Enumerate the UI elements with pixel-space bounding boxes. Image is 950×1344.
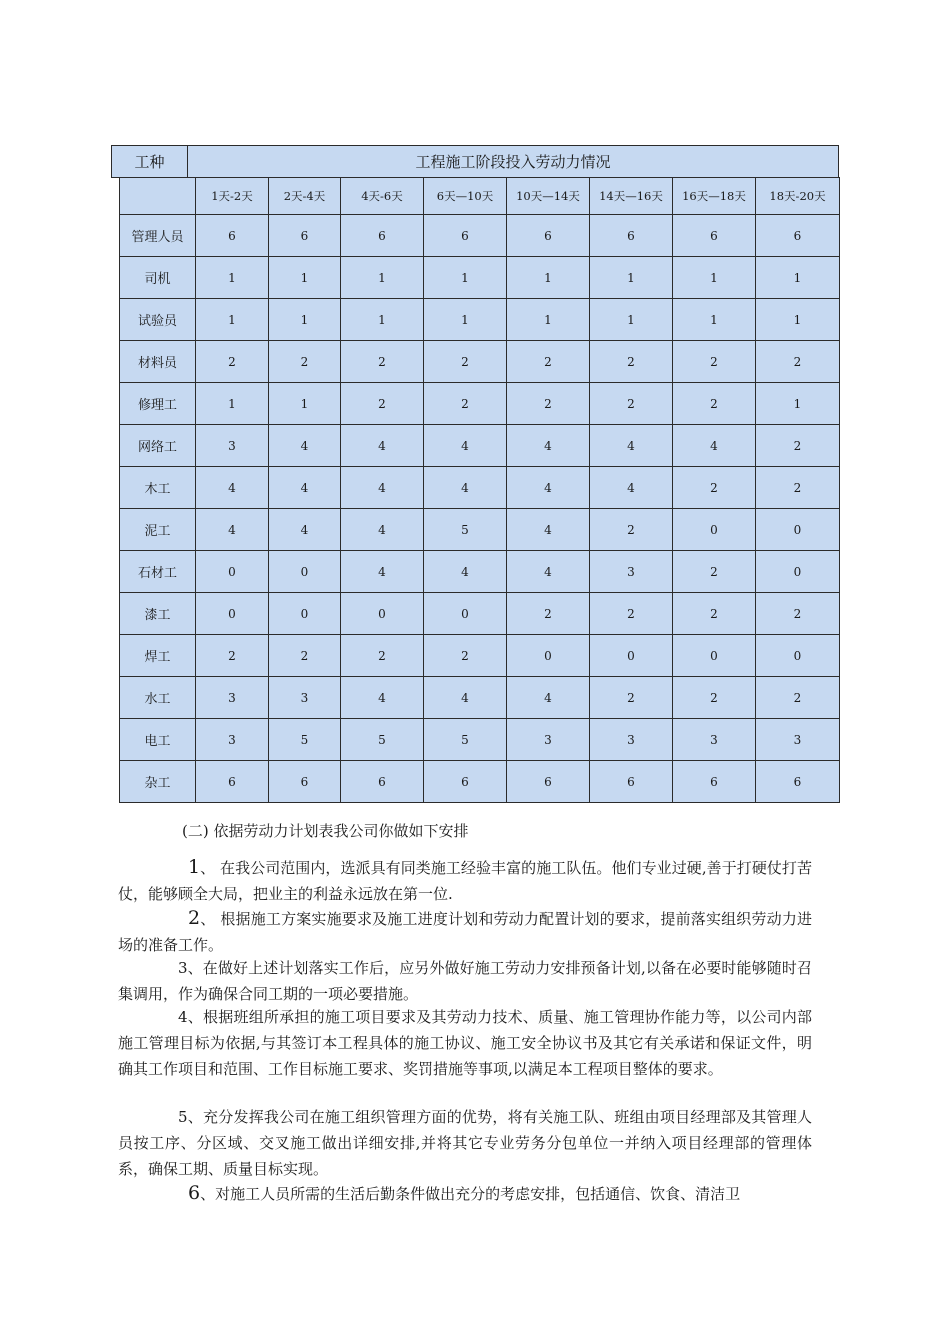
- count-cell: 2: [341, 341, 424, 383]
- count-cell: 2: [424, 635, 507, 677]
- worker-type-cell: 杂工: [120, 761, 196, 803]
- paragraph-text: 、 根据施工方案实施要求及施工进度计划和劳动力配置计划的要求，提前落实组织劳动力进场的准备工作。: [118, 910, 812, 954]
- count-cell: 4: [269, 509, 341, 551]
- count-cell: 6: [424, 761, 507, 803]
- paragraph-number: 2: [188, 907, 201, 929]
- count-cell: 0: [424, 593, 507, 635]
- count-cell: 0: [269, 551, 341, 593]
- count-cell: 5: [269, 719, 341, 761]
- count-cell: 2: [590, 383, 673, 425]
- count-cell: 6: [590, 215, 673, 257]
- count-cell: 2: [590, 509, 673, 551]
- count-cell: 5: [341, 719, 424, 761]
- count-cell: 6: [341, 761, 424, 803]
- count-cell: 4: [424, 551, 507, 593]
- worker-type-cell: 修理工: [120, 383, 196, 425]
- count-cell: 0: [756, 551, 840, 593]
- count-cell: 6: [756, 215, 840, 257]
- count-cell: 4: [507, 551, 590, 593]
- table-row: [120, 551, 840, 593]
- worker-type-cell: 电工: [120, 719, 196, 761]
- count-cell: 2: [507, 593, 590, 635]
- count-cell: 4: [590, 425, 673, 467]
- table-row: [120, 425, 840, 467]
- count-cell: 0: [590, 635, 673, 677]
- count-cell: 3: [673, 719, 756, 761]
- header-main-cell: [187, 145, 839, 178]
- count-cell: 1: [341, 257, 424, 299]
- worker-type-cell: 漆工: [120, 593, 196, 635]
- worker-type-cell: 泥工: [120, 509, 196, 551]
- count-cell: 0: [507, 635, 590, 677]
- paragraph-text: 、充分发挥我公司在施工组织管理方面的优势，将有关施工队、班组由项目经理部及其管理人员按工序、分区域、交叉施工做出详细安排,并将其它专业劳务分包单位一并纳入项目经理部的管理体系，确保工期、质量目标实现。: [118, 1108, 812, 1178]
- table-row: [120, 593, 840, 635]
- count-cell: 6: [590, 761, 673, 803]
- count-cell: 3: [590, 719, 673, 761]
- period-header-cell: 6天—10天: [424, 178, 507, 215]
- count-cell: 4: [424, 467, 507, 509]
- count-cell: 2: [673, 677, 756, 719]
- paragraph-4: [118, 1004, 812, 1082]
- count-cell: 4: [196, 509, 269, 551]
- count-cell: 5: [424, 509, 507, 551]
- count-cell: 4: [424, 677, 507, 719]
- paragraph-text: 、对施工人员所需的生活后勤条件做出充分的考虑安排，包括通信、饮食、清洁卫: [200, 1185, 741, 1203]
- count-cell: 4: [341, 677, 424, 719]
- count-cell: 3: [196, 677, 269, 719]
- worker-type-cell: 网络工: [120, 425, 196, 467]
- count-cell: 0: [341, 593, 424, 635]
- count-cell: 3: [269, 677, 341, 719]
- period-header-cell: 4天-6天: [341, 178, 424, 215]
- count-cell: 0: [673, 635, 756, 677]
- count-cell: 5: [424, 719, 507, 761]
- count-cell: 2: [424, 383, 507, 425]
- paragraph-text: 、 在我公司范围内，选派具有同类施工经验丰富的施工队伍。他们专业过硬,善于打硬仗打苦仗，能够顾全大局，把业主的利益永远放在第一位.: [118, 859, 812, 903]
- count-cell: 4: [196, 467, 269, 509]
- worker-type-cell: 木工: [120, 467, 196, 509]
- table-row: [120, 509, 840, 551]
- count-cell: 0: [269, 593, 341, 635]
- count-cell: 2: [673, 341, 756, 383]
- table-row: [120, 467, 840, 509]
- count-cell: 0: [673, 509, 756, 551]
- labor-table: [119, 177, 840, 803]
- count-cell: 2: [590, 593, 673, 635]
- count-cell: 1: [756, 383, 840, 425]
- table-row: [120, 341, 840, 383]
- table-row: [120, 215, 840, 257]
- count-cell: 6: [507, 761, 590, 803]
- count-cell: 1: [424, 299, 507, 341]
- count-cell: 4: [341, 425, 424, 467]
- count-cell: 6: [507, 215, 590, 257]
- count-cell: 4: [269, 467, 341, 509]
- count-cell: 2: [269, 635, 341, 677]
- count-cell: 1: [424, 257, 507, 299]
- count-cell: 2: [673, 467, 756, 509]
- count-cell: 1: [269, 383, 341, 425]
- count-cell: 0: [756, 509, 840, 551]
- period-header-cell: 16天—18天: [673, 178, 756, 215]
- count-cell: 4: [507, 509, 590, 551]
- count-cell: 6: [673, 215, 756, 257]
- count-cell: 1: [590, 257, 673, 299]
- count-cell: 1: [196, 299, 269, 341]
- count-cell: 6: [756, 761, 840, 803]
- count-cell: 2: [756, 425, 840, 467]
- section-heading: (二) 依据劳动力计划表我公司你做如下安排: [182, 822, 469, 840]
- header-main-label: 工程施工阶段投入劳动力情况: [415, 153, 611, 171]
- count-cell: 2: [673, 383, 756, 425]
- count-cell: 4: [507, 425, 590, 467]
- table-row: [120, 299, 840, 341]
- count-cell: 4: [507, 677, 590, 719]
- worker-type-cell: 焊工: [120, 635, 196, 677]
- count-cell: 2: [196, 341, 269, 383]
- worker-type-cell: 管理人员: [120, 215, 196, 257]
- count-cell: 2: [424, 341, 507, 383]
- worker-type-cell: 石材工: [120, 551, 196, 593]
- period-header-row: [120, 178, 840, 215]
- count-cell: 4: [269, 425, 341, 467]
- paragraph-3: [118, 955, 812, 1007]
- blank-corner-cell: [120, 178, 196, 215]
- period-header-cell: 10天—14天: [507, 178, 590, 215]
- count-cell: 1: [673, 257, 756, 299]
- count-cell: 2: [269, 341, 341, 383]
- count-cell: 1: [673, 299, 756, 341]
- period-header-cell: 14天—16天: [590, 178, 673, 215]
- paragraph-6: [118, 1180, 812, 1207]
- count-cell: 1: [507, 257, 590, 299]
- count-cell: 2: [590, 677, 673, 719]
- period-header-cell: 18天-20天: [756, 178, 840, 215]
- count-cell: 2: [590, 341, 673, 383]
- paragraph-1: [118, 854, 812, 907]
- count-cell: 3: [590, 551, 673, 593]
- count-cell: 2: [756, 467, 840, 509]
- header-type-label: 工种: [134, 153, 165, 171]
- count-cell: 1: [756, 257, 840, 299]
- count-cell: 2: [341, 635, 424, 677]
- count-cell: 2: [756, 341, 840, 383]
- count-cell: 4: [341, 551, 424, 593]
- table-row: [120, 677, 840, 719]
- count-cell: 1: [269, 257, 341, 299]
- period-header-cell: 2天-4天: [269, 178, 341, 215]
- count-cell: 4: [507, 467, 590, 509]
- table-row: [120, 383, 840, 425]
- count-cell: 6: [269, 215, 341, 257]
- period-header-cell: 1天-2天: [196, 178, 269, 215]
- count-cell: 4: [424, 425, 507, 467]
- count-cell: 4: [341, 509, 424, 551]
- count-cell: 6: [196, 215, 269, 257]
- paragraph-text: 、在做好上述计划落实工作后，应另外做好施工劳动力安排预备计划,以备在必要时能够随时召集调用，作为确保合同工期的一项必要措施。: [118, 959, 812, 1003]
- count-cell: 1: [196, 383, 269, 425]
- table-row: [120, 635, 840, 677]
- count-cell: 3: [196, 425, 269, 467]
- count-cell: 6: [196, 761, 269, 803]
- paragraph-text: 、根据班组所承担的施工项目要求及其劳动力技术、质量、施工管理协作能力等，以公司内部施工管理目标为依据,与其签订本工程具体的施工协议、施工安全协议书及其它有关承诺和保证文件，明确其工作项目和范围、工作目标施工要求、奖罚措施等事项,以满足本工程项目整体的要求。: [118, 1008, 812, 1078]
- worker-type-cell: 司机: [120, 257, 196, 299]
- count-cell: 3: [756, 719, 840, 761]
- count-cell: 6: [424, 215, 507, 257]
- paragraph-2: [118, 905, 812, 958]
- count-cell: 2: [673, 551, 756, 593]
- count-cell: 2: [673, 593, 756, 635]
- count-cell: 2: [196, 635, 269, 677]
- paragraph-number: 4: [178, 1008, 188, 1026]
- count-cell: 6: [341, 215, 424, 257]
- count-cell: 1: [269, 299, 341, 341]
- count-cell: 1: [507, 299, 590, 341]
- count-cell: 2: [756, 677, 840, 719]
- paragraph-number: 3: [178, 959, 188, 977]
- count-cell: 1: [590, 299, 673, 341]
- count-cell: 1: [341, 299, 424, 341]
- paragraph-number: 1: [188, 856, 201, 878]
- worker-type-cell: 试验员: [120, 299, 196, 341]
- count-cell: 2: [756, 593, 840, 635]
- count-cell: 3: [196, 719, 269, 761]
- table-row: [120, 257, 840, 299]
- header-type-cell: [111, 145, 188, 178]
- count-cell: 1: [756, 299, 840, 341]
- paragraph-5: [118, 1104, 812, 1182]
- paragraph-number: 5: [178, 1108, 188, 1126]
- count-cell: 4: [673, 425, 756, 467]
- count-cell: 4: [341, 467, 424, 509]
- count-cell: 2: [507, 383, 590, 425]
- table-row: [120, 761, 840, 803]
- worker-type-cell: 材料员: [120, 341, 196, 383]
- table-row: [120, 719, 840, 761]
- count-cell: 6: [673, 761, 756, 803]
- count-cell: 4: [590, 467, 673, 509]
- count-cell: 0: [196, 593, 269, 635]
- paragraph-number: 6: [188, 1182, 201, 1204]
- count-cell: 6: [269, 761, 341, 803]
- worker-type-cell: 水工: [120, 677, 196, 719]
- count-cell: 0: [196, 551, 269, 593]
- count-cell: 0: [756, 635, 840, 677]
- count-cell: 2: [341, 383, 424, 425]
- count-cell: 3: [507, 719, 590, 761]
- count-cell: 1: [196, 257, 269, 299]
- count-cell: 2: [507, 341, 590, 383]
